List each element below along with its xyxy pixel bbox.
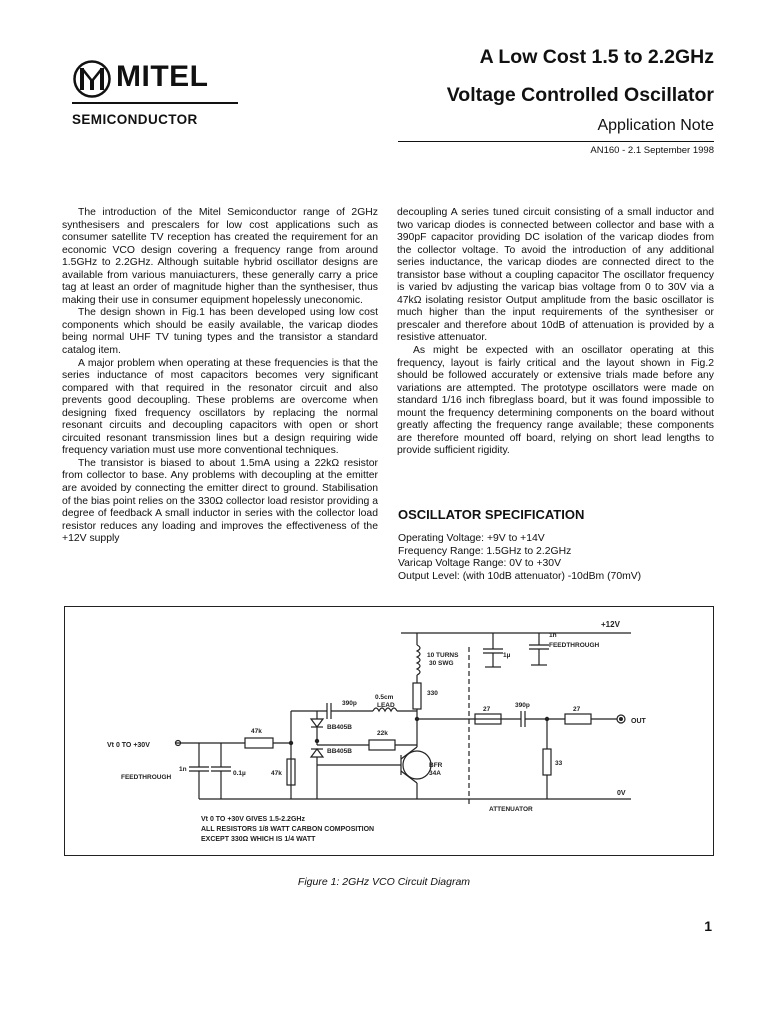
note-3: EXCEPT 330Ω WHICH IS 1/4 WATT bbox=[201, 836, 316, 843]
paragraph: decoupling A series tuned circuit consisting of a small inductor and two varicap diodes is connected between collector and base with a 390pF capacitor providing DC isolation of the varicap diodes from the collector voltage. To avoid the introduction of any additional series inductance, the varicap diodes are connected direct to the transistor base without a coupling capacitor The oscillator frequency is varied bv adjusting the varicap bias voltage from 0 to 30V via a 47kΩ isolating resistor Output amplitude from the basic oscillator is much higher than the input requirements of the synthesiser or prescaler and therefore about 10dB of attenuation is provided by a resistive attenuator. bbox=[397, 207, 714, 344]
page-number: 1 bbox=[704, 918, 712, 934]
paragraph: The design shown in Fig.1 has been developed using low cost components which should be easily available, the varicap diodes being normal UHF TV tuning types and the transistor a standard catalog item. bbox=[62, 307, 378, 357]
label-attenuator: ATTENUATOR bbox=[489, 806, 533, 813]
spec-item: Operating Voltage: +9V to +14V bbox=[398, 533, 545, 544]
resistor-47k-top bbox=[245, 738, 273, 748]
circuit-figure bbox=[64, 606, 714, 856]
mitel-logo bbox=[72, 60, 240, 132]
label-lead-1: 0.5cm bbox=[375, 694, 394, 701]
document-title-line2: Voltage Controlled Oscillator bbox=[446, 84, 714, 106]
logo-divider bbox=[72, 102, 238, 104]
label-cap-390p-right: 390p bbox=[515, 702, 530, 709]
label-diode-2: BB405B bbox=[327, 748, 352, 755]
spec-item: Output Level: (with 10dB attenuator) -10dBm (70mV) bbox=[398, 570, 642, 582]
label-out: OUT bbox=[631, 718, 646, 725]
paragraph: The transistor is biased to about 1.5mA using a 22kΩ resistor from collector to base. Any problems with decoupling at the emitter are avoided by connecting the emitter direct to ground. Stabilisation of the bias point relies on the 330Ω collector load resistor providing a degree of feedback A small inductor in series with the collector load resistor reduces any loading and improves the effectiveness of the +12V supply bbox=[62, 457, 378, 545]
circuit-diagram bbox=[65, 607, 713, 855]
label-cap-01u: 0.1µ bbox=[233, 770, 246, 777]
resistor-330 bbox=[413, 683, 421, 709]
label-r47k-bottom: 47k bbox=[271, 770, 282, 777]
label-turns: 10 TURNS bbox=[427, 652, 459, 659]
title-divider bbox=[398, 141, 714, 142]
spec-item: Frequency Range: 1.5GHz to 2.2GHz bbox=[398, 545, 572, 557]
document-type: Application Note bbox=[597, 117, 714, 134]
label-r330: 330 bbox=[427, 690, 438, 697]
label-feedthrough-top: FEEDTHROUGH bbox=[549, 642, 600, 649]
figure-caption: Figure 1: 2GHz VCO Circuit Diagram bbox=[297, 876, 471, 888]
document-reference: AN160 - 2.1 September 1998 bbox=[590, 145, 714, 156]
label-swg: 30 SWG bbox=[429, 660, 454, 667]
label-r22k: 22k bbox=[377, 730, 388, 737]
label-cap-390p-left: 390p bbox=[342, 700, 357, 707]
left-column bbox=[62, 207, 378, 546]
label-supply: +12V bbox=[601, 620, 620, 629]
mitel-logo-icon bbox=[72, 60, 112, 98]
note-2: ALL RESISTORS 1/8 WATT CARBON COMPOSITION bbox=[201, 826, 375, 833]
label-ground: 0V bbox=[617, 790, 626, 797]
label-transistor-1: BFR bbox=[429, 762, 443, 769]
label-feedthrough-left: FEEDTHROUGH bbox=[121, 774, 172, 781]
label-cap-1n-left: 1n bbox=[179, 766, 187, 773]
transistor bbox=[403, 751, 431, 779]
label-diode-1: BB405B bbox=[327, 724, 352, 731]
label-transistor-2: 34A bbox=[429, 770, 441, 777]
inductor bbox=[417, 645, 420, 675]
logo-subtitle: SEMICONDUCTOR bbox=[72, 112, 198, 127]
paragraph: The introduction of the Mitel Semiconductor range of 2GHz synthesisers and prescalers for low cost applications such as consumer satellite TV reception has created the requirement for an economic VCO design covering a frequency range from around 1.5GHz to 2.2GHz. Although suitable hybrid oscillator designs are available from various manuiacturers, these generally carry a price tag at least an order of magnitude higher than the synthesiser, thus making their use in consumer equipment hopelessly uneconomic. bbox=[62, 207, 378, 306]
resistor-33 bbox=[543, 749, 551, 775]
spec-heading: OSCILLATOR SPECIFICATION bbox=[398, 507, 585, 522]
label-r33: 33 bbox=[555, 760, 563, 767]
logo-wordmark: MITEL bbox=[116, 60, 209, 93]
label-lead-2: LEAD bbox=[377, 702, 395, 709]
label-r27-a: 27 bbox=[483, 706, 491, 713]
label-r47k-top: 47k bbox=[251, 728, 262, 735]
resistor-22k bbox=[369, 740, 395, 750]
label-cap-1u: 1µ bbox=[503, 652, 511, 659]
paragraph: As might be expected with an oscillator operating at this frequency, layout is fairly critical and the layout shown in Fig.2 should be followed accurately or extensive trials made before any variations are attempted. The prototype oscillators were made on standard 1/16 inch fibreglass board, but it was found impossible to mount the frequency determining components on the board without greatly affecting the frequency range available; these components are therefore mounted off board, relying on short lead lengths to provide sufficient rigidity. bbox=[397, 345, 714, 457]
right-column bbox=[397, 207, 714, 458]
label-vt-input: Vt 0 TO +30V bbox=[107, 742, 150, 749]
label-r27-b: 27 bbox=[573, 706, 581, 713]
document-title-line1: A Low Cost 1.5 to 2.2GHz bbox=[479, 46, 714, 68]
label-cap-1n-top: 1n bbox=[549, 632, 557, 639]
paragraph: A major problem when operating at these frequencies is that the series inductance of most capacitors becomes very significant compared with that required in the resonator circuit and also prevents good decoupling. These problems are overcome when designing fixed frequency oscillators by replacing the normal resonant circuits and decoupling capacitors with open or short circuited resonant transmission lines but a design requiring wide frequency variation must use more conventional techniques. bbox=[62, 357, 378, 457]
resistor-27-b bbox=[565, 714, 591, 724]
note-1: Vt 0 TO +30V GIVES 1.5-2.2GHz bbox=[201, 816, 305, 823]
spec-list bbox=[398, 533, 718, 583]
spec-item: Varicap Voltage Range: 0V to +30V bbox=[398, 558, 561, 570]
